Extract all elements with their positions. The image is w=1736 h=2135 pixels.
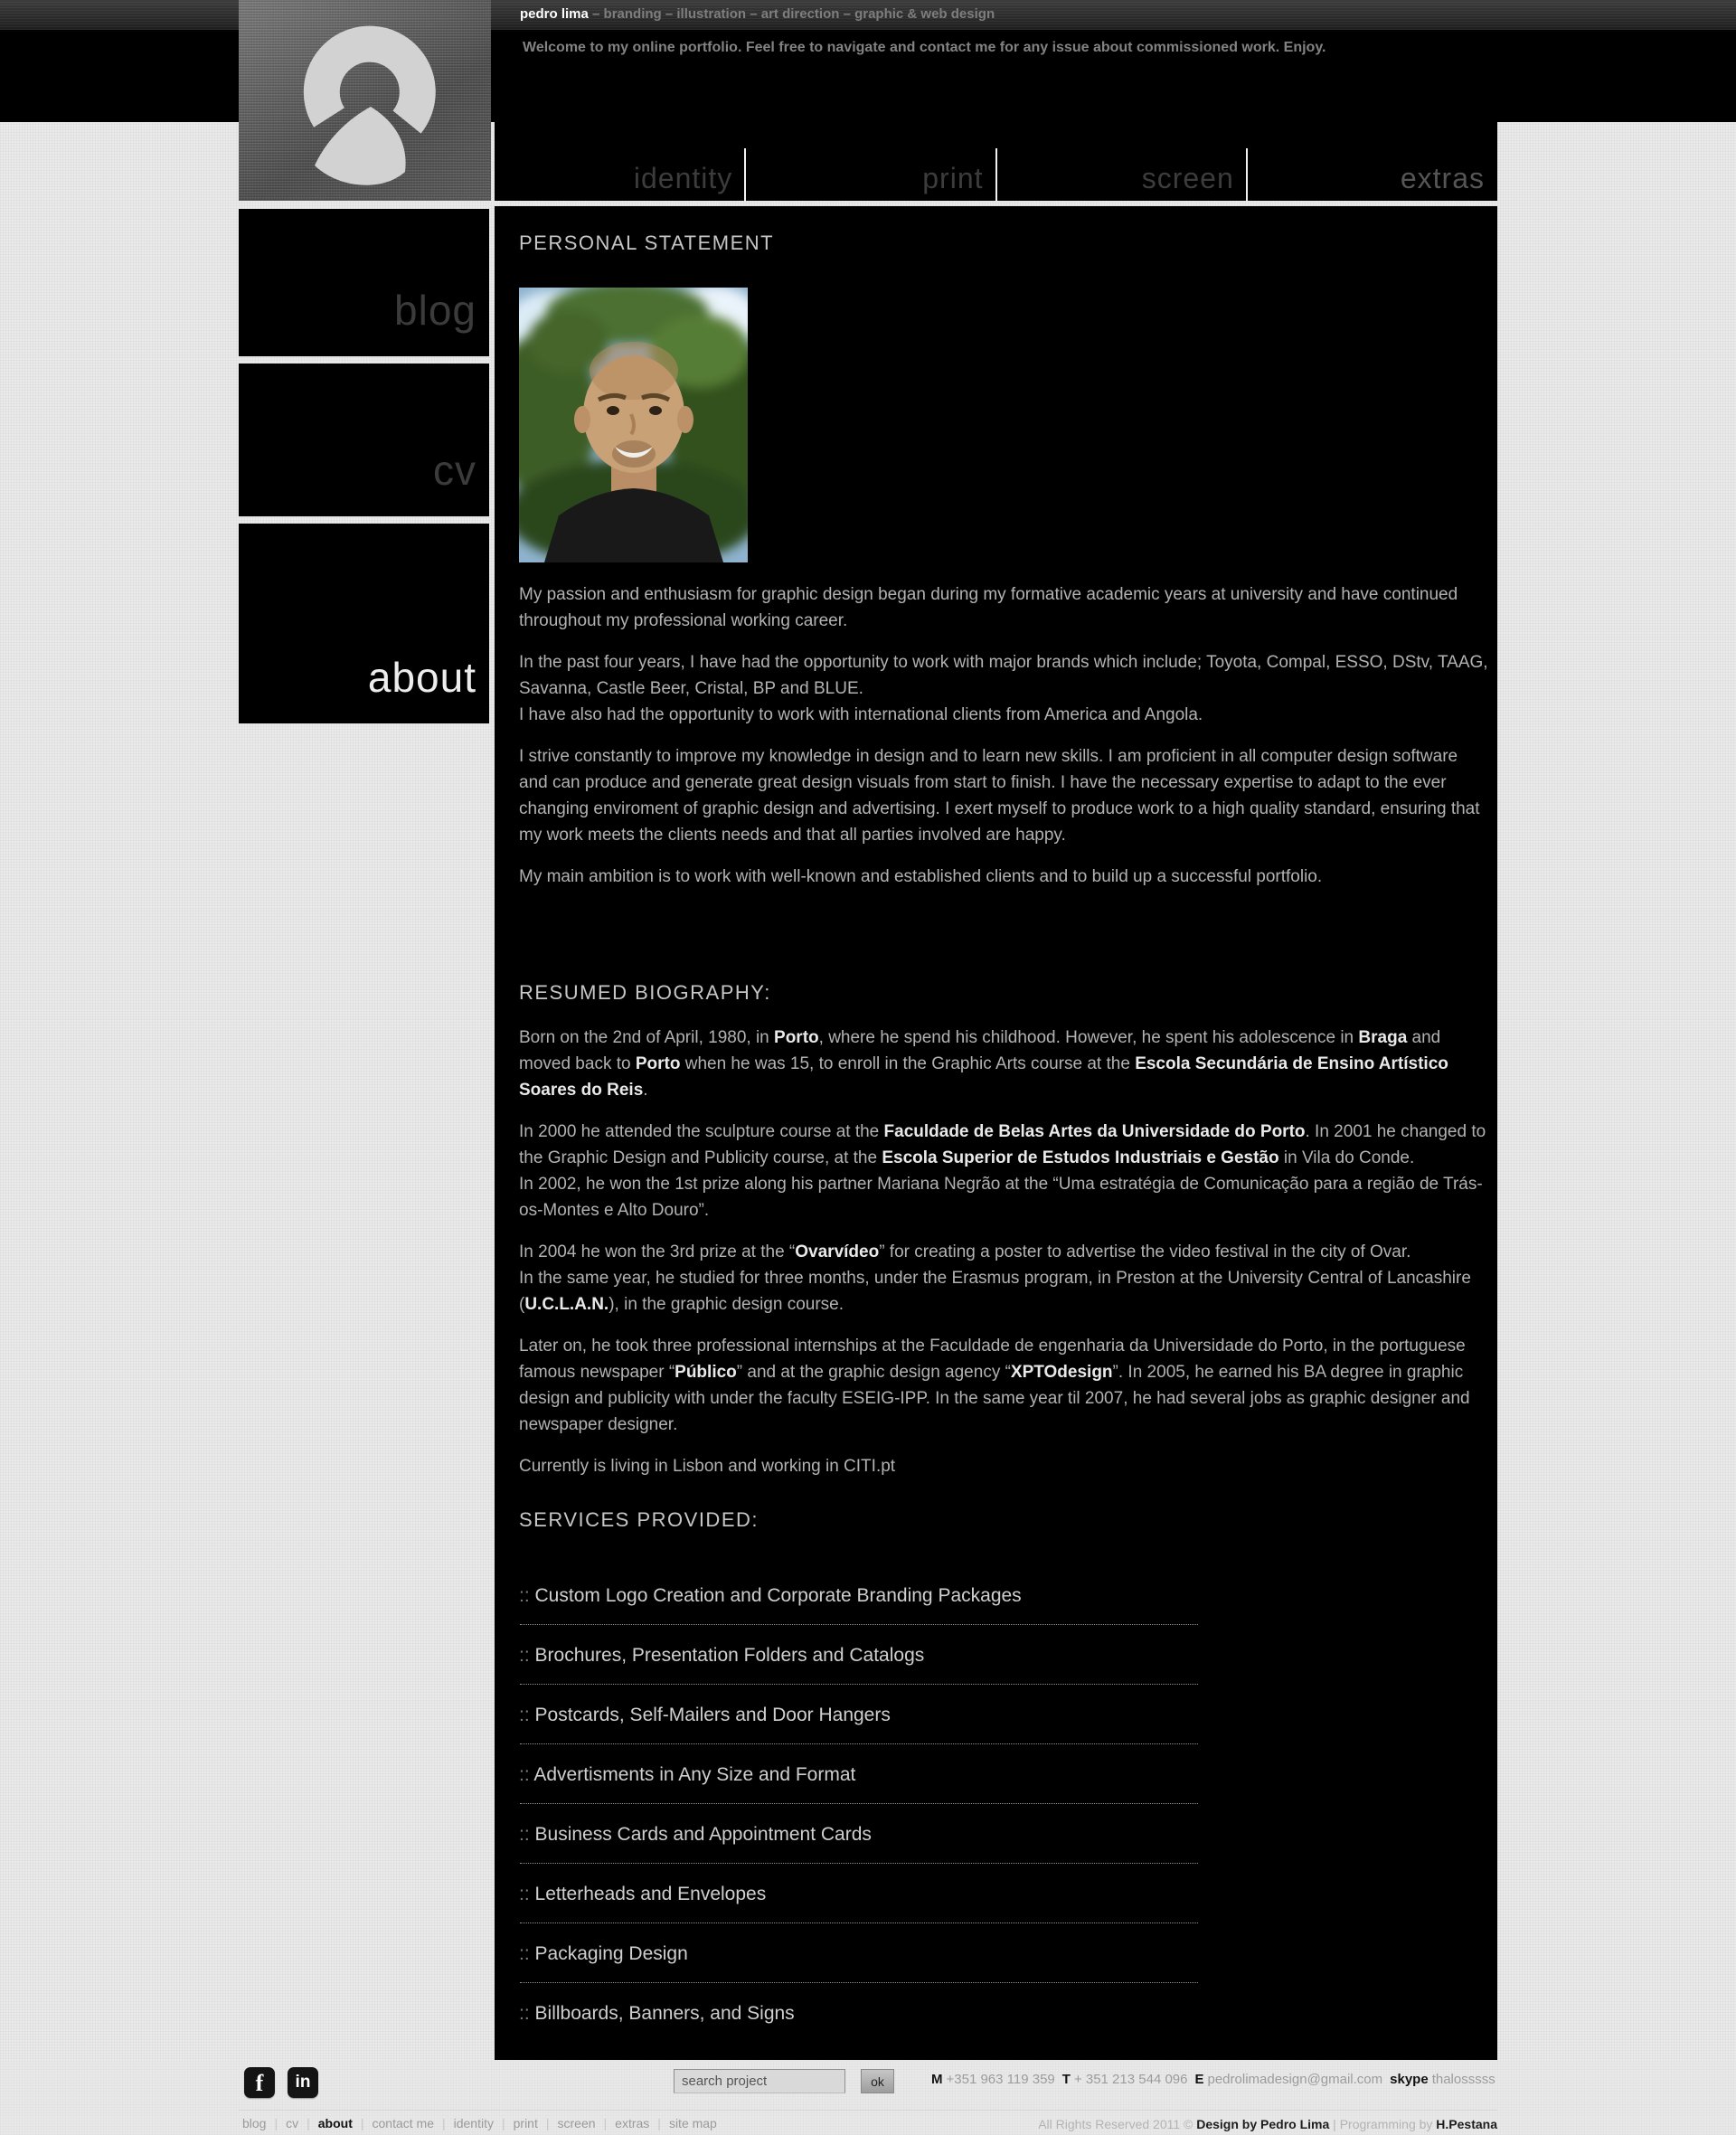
service-label: Advertisments in Any Size and Format (533, 1764, 856, 1785)
sidebar-item-cv[interactable] (239, 364, 489, 516)
service-label: Brochures, Presentation Folders and Catalogs (534, 1645, 925, 1666)
footer-link-print[interactable]: | print (494, 2116, 538, 2130)
service-bullet: :: (519, 2003, 535, 2024)
biography-paragraph: In 2004 he won the 3rd prize at the “Ovarvídeo” for creating a poster to advertise the video festival in the city of Ovar. In the same year, he studied for three months, under the Erasmus program, in Preston at the University Central of Lancashire (U.C.L.A.N.), in the graphic design course. (519, 1242, 1471, 1314)
service-label: Letterheads and Envelopes (534, 1884, 767, 1904)
service-label: Business Cards and Appointment Cards (534, 1824, 872, 1845)
main-content-panel (495, 206, 1497, 2060)
search-ok-button[interactable]: ok (861, 2069, 894, 2093)
footer-link-cv[interactable]: | cv (266, 2116, 298, 2130)
service-bullet: :: (519, 1824, 535, 1845)
service-bullet: :: (519, 1943, 535, 1964)
service-item (519, 1584, 1488, 1607)
service-item (519, 1942, 1488, 1965)
sidebar-cv-label: cv (433, 447, 476, 494)
linkedin-glyph: in (295, 2073, 311, 2092)
statement-paragraph: My passion and enthusiasm for graphic design began during my formative academic years at university and have continued throughout my professional working career. (519, 585, 1458, 630)
email-link[interactable]: pedrolimadesign@gmail.com (1207, 2072, 1383, 2087)
footer-divider (239, 2110, 1497, 2111)
service-item (519, 2002, 1488, 2025)
sidebar-about-label: about (367, 654, 476, 701)
footer (0, 2060, 1736, 2135)
footer-link-extras[interactable]: | extras (596, 2116, 650, 2130)
tab-identity[interactable] (495, 122, 745, 201)
service-item (519, 1763, 1488, 1786)
services-section (519, 1508, 1488, 2025)
tab-extras-label: extras (1400, 162, 1485, 194)
dotted-separator (520, 1922, 1198, 1923)
service-bullet: :: (519, 1884, 535, 1904)
personal-statement-heading: PERSONAL STATEMENT (519, 231, 775, 254)
services-list (519, 1584, 1488, 2025)
search-input[interactable] (674, 2069, 845, 2093)
logo[interactable] (239, 0, 491, 201)
telephone-label: T (1061, 2072, 1071, 2087)
service-label: Custom Logo Creation and Corporate Branding Packages (534, 1585, 1022, 1606)
service-label: Postcards, Self-Mailers and Door Hangers (534, 1705, 891, 1725)
portrait-photo (519, 288, 748, 562)
contact-line (931, 2072, 1503, 2087)
sidebar-item-blog[interactable] (239, 209, 489, 356)
tab-print-label: print (922, 162, 984, 194)
footer-link-contact-me[interactable]: | contact me (353, 2116, 434, 2130)
dotted-separator (520, 1803, 1198, 1804)
brand-line (520, 6, 995, 22)
mobile-label: M (931, 2072, 943, 2087)
dotted-separator (520, 1743, 1198, 1744)
biography-paragraph: Later on, he took three professional internships at the Faculdade de engenharia da Universidade do Porto, in the portuguese famous newspaper “Público” and at the graphic design agency “XPTOdesign”. In 2005, he earned his BA degree in graphic design and publicity with under the faculty ESEIG-IPP. In the same year til 2007, he had several jobs as graphic designer and newspaper designer. (519, 1337, 1470, 1434)
dotted-separator (520, 1982, 1198, 1983)
linkedin-icon[interactable] (288, 2067, 318, 2098)
service-bullet: :: (519, 1585, 535, 1606)
footer-link-blog[interactable]: blog (242, 2116, 267, 2130)
search-area (674, 2069, 845, 2093)
tab-screen[interactable] (996, 122, 1247, 201)
copyright-line: All Rights Reserved 2011 © Design by Pedro Lima | Programming by H.Pestana (1038, 2117, 1497, 2131)
service-item (519, 1704, 1488, 1726)
sidebar-item-about[interactable] (239, 524, 489, 723)
dotted-separator (520, 1684, 1198, 1685)
service-label: Billboards, Banners, and Signs (534, 2003, 795, 2024)
services-heading: SERVICES PROVIDED: (519, 1508, 759, 1531)
service-label: Packaging Design (534, 1943, 688, 1964)
statement-paragraph: In the past four years, I have had the opportunity to work with major brands which include; Toyota, Compal, ESSO, DStv, TAAG, Savanna, Castle Beer, Cristal, BP and BLUE. I have also had the opportunity to work with international clients from America and Angola. (519, 653, 1488, 724)
main-nav (495, 122, 1497, 201)
footer-link-identity[interactable]: | identity (434, 2116, 494, 2130)
footer-link-about[interactable]: | about (298, 2116, 353, 2130)
service-bullet: :: (519, 1705, 535, 1725)
email-label: E (1194, 2072, 1204, 2087)
biography-paragraph: In 2000 he attended the sculpture course at the Faculdade de Belas Artes da Universidade do Porto. In 2001 he changed to the Graphic Design and Publicity course, at the Escola Superior de Estudos Industriais e Gestão in Vila do Conde. In 2002, he won the 1st prize along his partner Mariana Negrão at the “Uma estratégia de Comunicação para a região de Trás-os-Montes e Alto Douro”. (519, 1122, 1486, 1220)
biography-paragraph: Currently is living in Lisbon and working in CITI.pt (519, 1457, 896, 1476)
service-item (519, 1883, 1488, 1905)
service-item (519, 1823, 1488, 1846)
footer-link-site-map[interactable]: | site map (649, 2116, 717, 2130)
personal-statement-section (519, 231, 1488, 890)
telephone-number: + 351 213 544 096 (1073, 2072, 1188, 2087)
footer-link-screen[interactable]: | screen (538, 2116, 596, 2130)
tab-extras[interactable] (1247, 122, 1497, 201)
facebook-glyph: f (255, 2070, 264, 2096)
biography-section (519, 981, 1488, 1479)
facebook-icon[interactable] (244, 2067, 275, 2098)
sidebar-blog-label: blog (394, 287, 476, 334)
biography-heading: RESUMED BIOGRAPHY: (519, 981, 771, 1004)
tab-print[interactable] (745, 122, 995, 201)
service-bullet: :: (519, 1645, 535, 1666)
biography-paragraph: Born on the 2nd of April, 1980, in Porto, where he spend his childhood. However, he spent his adolescence in Braga and moved back to Porto when he was 15, to enroll in the Graphic Arts course at the Escola Secundária de Ensino Artístico Soares do Reis. (519, 1028, 1448, 1100)
site-tagline: – branding – illustration – art direction – graphic & web design (588, 6, 995, 22)
site-brand: pedro lima (520, 6, 589, 22)
statement-paragraph: My main ambition is to work with well-known and established clients and to build up a successful portfolio. (519, 867, 1323, 886)
footer-links (242, 2116, 717, 2130)
mobile-number: +351 963 119 359 (946, 2072, 1055, 2087)
tab-identity-label: identity (633, 162, 733, 194)
tab-screen-label: screen (1141, 162, 1234, 194)
statement-paragraph: I strive constantly to improve my knowledge in design and to learn new skills. I am proficient in all computer design software and can produce and generate great design visuals from start to finish. I have the necessary expertise to adapt to the ever changing enviroment of graphic design and advertising. I exert myself to produce work to a high quality standard, ensuring that my work meets the clients needs and that all parties involved are happy. (519, 747, 1480, 845)
service-bullet: :: (519, 1764, 534, 1785)
skype-label: skype (1390, 2072, 1429, 2087)
dotted-separator (520, 1624, 1198, 1625)
service-item (519, 1644, 1488, 1667)
welcome-message: Welcome to my online portfolio. Feel free to navigate and contact me for any issue about commissioned work. Enjoy. (523, 40, 1326, 55)
skype-handle: thalosssss (1431, 2072, 1495, 2087)
dotted-separator (520, 1863, 1198, 1864)
